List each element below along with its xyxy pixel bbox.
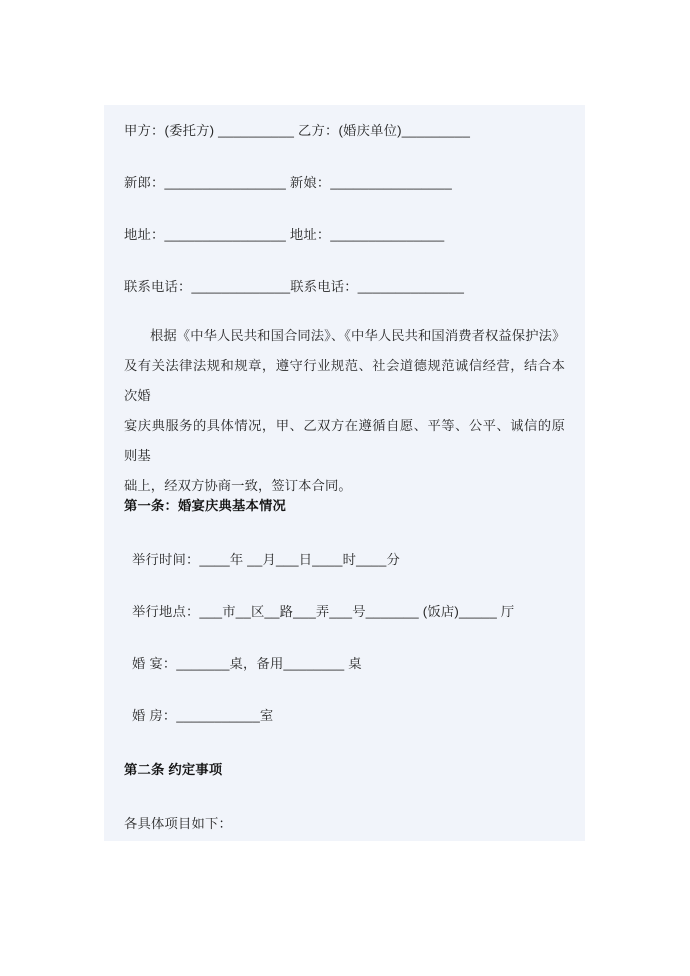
document-content-block (104, 105, 585, 841)
article-one-time-field: 举行时间：____年 __月___日____时____分 (132, 552, 400, 567)
field-contact-phones: 联系电话：_____________联系电话：______________ (124, 279, 465, 294)
preamble-line-3: 宴庆典服务的具体情况，甲、乙双方在遵循自愿、平等、公平、诚信的原则基 (124, 418, 565, 463)
article-one-banquet-tables-field: 婚 宴：_______桌，备用________ 桌 (132, 656, 362, 671)
article-one-heading: 第一条：婚宴庆典基本情况 (124, 498, 286, 513)
preamble-line-4: 础上，经双方协商一致，签订本合同。 (124, 478, 352, 493)
preamble-line-2: 及有关法律法规和规章，遵守行业规范、社会道德规范诚信经营，结合本次婚 (124, 358, 565, 403)
field-addresses: 地址：________________ 地址：_______________ (124, 227, 445, 242)
article-two-intro-text: 各具体项目如下： (124, 816, 232, 831)
field-parties: 甲方：(委托方) __________ 乙方：(婚庆单位)_________ (124, 123, 471, 138)
preamble-line-1: 根据《中华人民共和国合同法》、《中华人民共和国消费者权益保护法》 (150, 328, 566, 343)
article-one-wedding-room-field: 婚 房：___________室 (132, 708, 274, 723)
article-two-heading: 第二条 约定事项 (124, 762, 223, 777)
field-bride-groom-names: 新郎：________________ 新娘：________________ (124, 175, 452, 190)
preamble-paragraph (124, 321, 565, 501)
article-one-place-field: 举行地点：___市__区__路___弄___号_______ (饭店)_____ 厅 (132, 604, 515, 619)
